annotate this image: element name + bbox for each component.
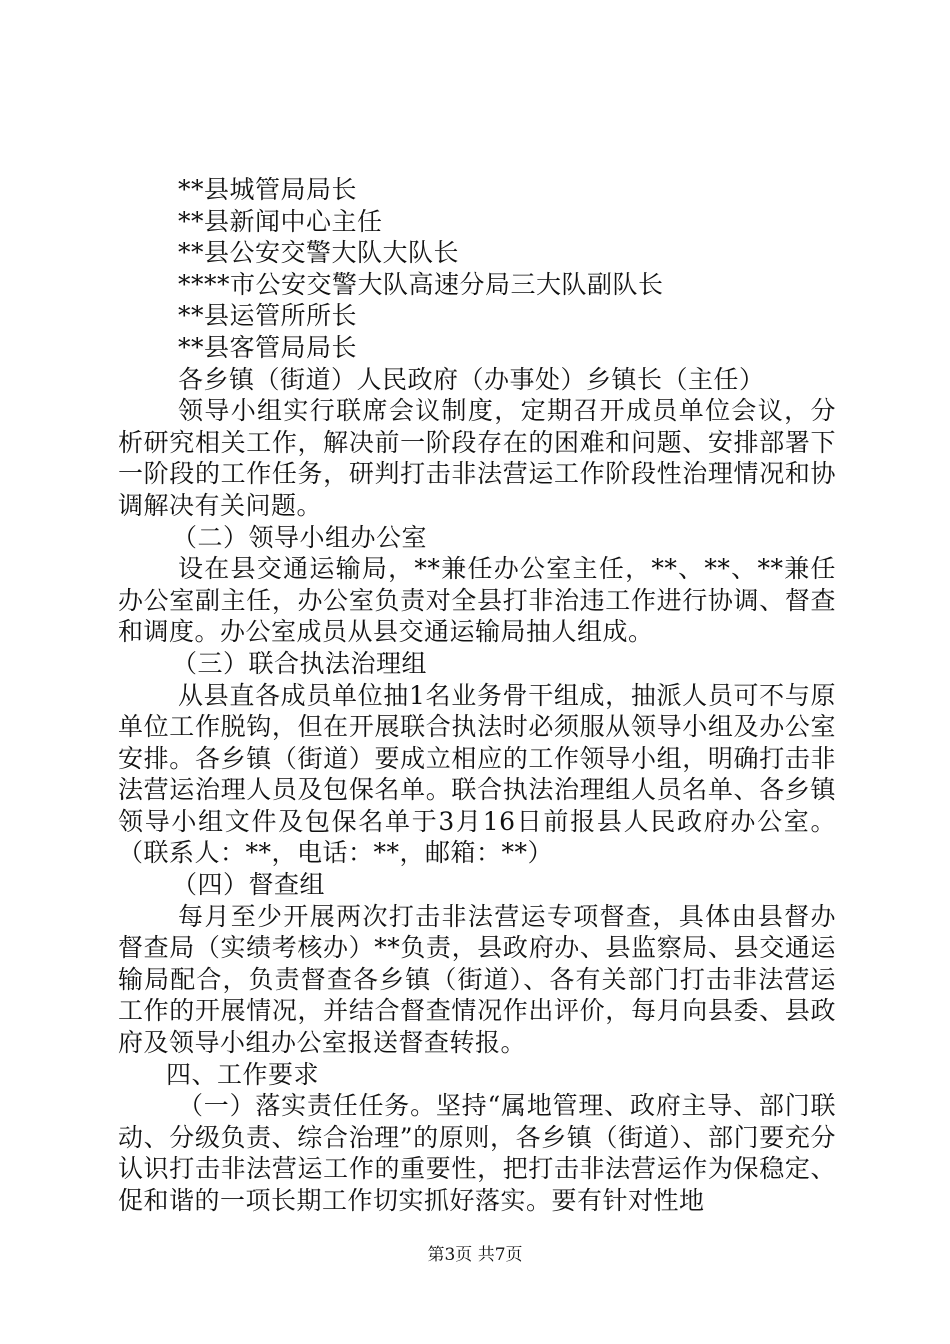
- member-line: ****市公安交警大队高速分局三大队副队长: [178, 269, 664, 299]
- member-line: **县城管局局长: [178, 175, 358, 204]
- heading-enforcement: （三）联合执法治理组: [172, 648, 428, 678]
- member-line: **县运管所所长: [178, 301, 358, 331]
- document-body: [118, 174, 836, 1217]
- paragraph-meeting-system: 领导小组实行联席会议制度，定期召开成员单位会议，分析研究相关工作，解决前一阶段存在的困难和问题、安排部署下一阶段的工作任务，研判打击非法营运工作阶段性治理情况和协调解决有关问题。: [118, 396, 836, 520]
- paragraph-requirements: （一）落实责任任务。坚持“属地管理、政府主导、部门联动、分级负责、综合治理”的原则，各乡镇（街道）、部门要充分认识打击非法营运工作的重要性，把打击非法营运作为保稳定、促和谐的一项长期工作切实抓好落实。要有针对性地: [118, 1091, 836, 1215]
- member-line: **县公安交警大队大队长: [178, 238, 460, 268]
- heading-supervision: （四）督查组: [172, 870, 326, 900]
- heading-office: （二）领导小组办公室: [172, 522, 428, 552]
- heading-requirements: 四、工作要求: [166, 1059, 320, 1089]
- page-number: 第3页 共7页: [427, 1245, 523, 1265]
- paragraph-office: 设在县交通运输局，**兼任办公室主任，**、**、**兼任办公室副主任，办公室负责对全县打非治违工作进行协调、督查和调度。办公室成员从县交通运输局抽人组成。: [118, 554, 836, 647]
- paragraph-enforcement: 从县直各成员单位抽1名业务骨干组成，抽派人员可不与原单位工作脱钩，但在开展联合执法时必须服从领导小组及办公室安排。各乡镇（街道）要成立相应的工作领导小组，明确打击非法营运治理人员及包保名单。联合执法治理组人员名单、各乡镇领导小组文件及包保名单于3月16日前报县人民政府办公室。（联系人：**，电话：**，邮箱：**）: [118, 680, 836, 868]
- member-line: **县客管局局长: [178, 332, 358, 362]
- member-line: 各乡镇（街道）人民政府（办事处）乡镇长（主任）: [178, 364, 765, 394]
- member-line: **县新闻中心主任: [178, 206, 383, 236]
- paragraph-supervision: 每月至少开展两次打击非法营运专项督查，具体由县督办督查局（实绩考核办）**负责，县政府办、县监察局、县交通运输局配合，负责督查各乡镇（街道）、各有关部门打击非法营运工作的开展情况，并结合督查情况作出评价，每月向县委、县政府及领导小组办公室报送督查转报。: [118, 901, 836, 1058]
